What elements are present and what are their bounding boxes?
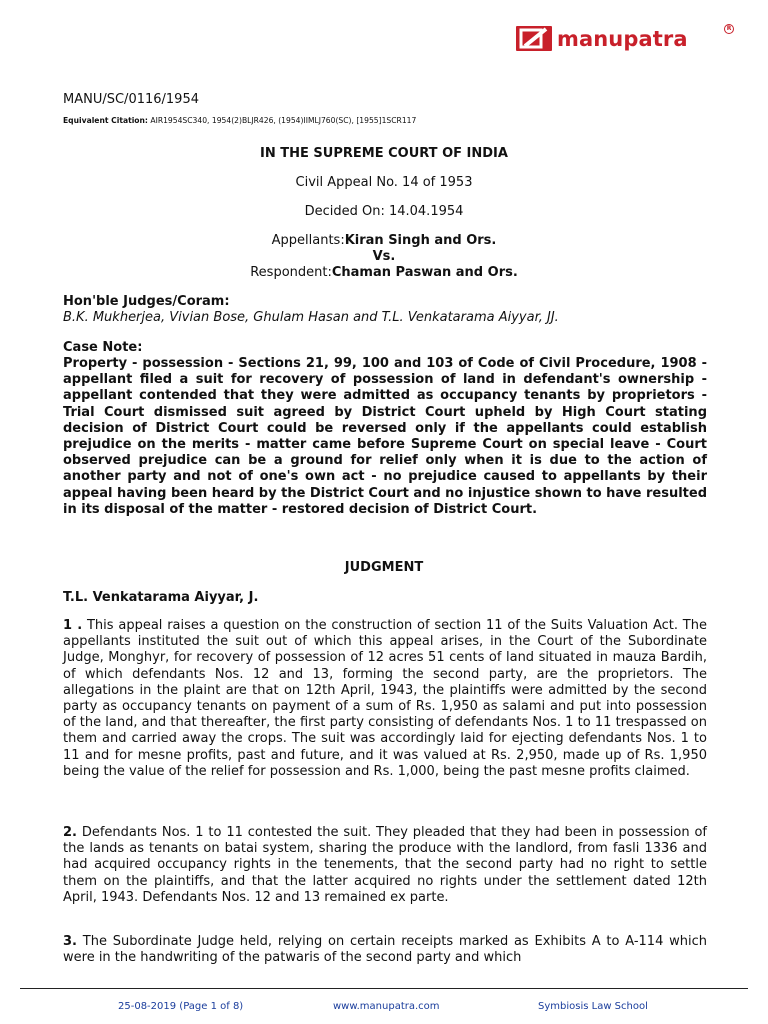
equivalent-citation [63,116,416,125]
case-note-text: Property - possession - Sections 21, 99, 100 and 103 of Code of Civil Procedure, 1908 - appellant filed a suit for recovery of possession of land in defendant's ownership - appellant contended that they were admitted as occupancy tenants by proprietors - Trial Court dismissed suit agreed by District Court upheld by High Court stating decision of District Court could be reversed only if the appellants could establish prejudice on the merits - matter came before Supreme Court on special leave - Court observed prejudice can be a ground for relief only when it is due to the action of another party and not of one's own act - no prejudice caused to appellants by their appeal having been heard by the District Court and no injustice shown to have resulted in its disposal of the matter - restored decision of District Court. [63,356,708,517]
paragraph-1 [63,618,707,780]
paragraph-number: 1 . [63,618,83,633]
appellants-label: Appellants: [271,233,345,248]
equivalent-citation-value: AIR1954SC340, 1954(2)BLJR426, (1954)IIMLJ760(SC), [1955]1SCR117 [147,116,417,125]
respondent-label: Respondent: [250,265,332,280]
respondent-names: Chaman Paswan and Ors. [331,265,518,280]
paragraph-text: Defendants Nos. 1 to 11 contested the suit. They pleaded that they had been in possession of the lands as tenants on batai system, sharing the produce with the landlord, from fasli 1336 and had acquired occupancy rights in the tenements, that the second party had no right to settle them on the plaintiffs, and that the latter acquired no rights under the settlement dated 12th April, 1943. Defendants Nos. 12 and 13 remained ex parte. [63,825,707,905]
case-note-heading: Case Note: [63,340,143,355]
paragraph-number: 2. [63,825,77,840]
logo-text: manupatra [557,26,688,51]
respondent-line [0,265,768,280]
paragraph-text: This appeal raises a question on the construction of section 11 of the Suits Valuation Act. The appellants instituted the suit out of which this appeal arises, in the Court of the Subordinate Judge, Monghyr, for recovery of possession of 12 acres 51 cents of land situated in mauza Bardih, of which defendants Nos. 12 and 13, forming the second party, are the proprietors. The allegations in the plaint are that on 12th April, 1943, the plaintiffs were admitted by the second party as occupancy tenants on payment of a sum of Rs. 1,950 as salami and put into possession of the land, and that thereafter, the first party consisting of defendants Nos. 1 to 11 trespassed on them and carried away the crops. The suit was accordingly laid for ejecting defendants Nos. 1 to 11 and for mesne profits, past and future, and it was valued at Rs. 2,950, made up of Rs. 1,950 being the value of the relief for possession and Rs. 1,000, being the past mesne profits claimed. [63,618,707,779]
versus: Vs. [372,249,396,264]
manu-citation: MANU/SC/0116/1954 [63,92,199,107]
appellants-line [0,233,768,248]
paragraph-2 [63,825,707,906]
footer-institution: Symbiosis Law School [538,1001,648,1012]
judgment-heading: JUDGMENT [344,560,424,575]
manupatra-logo-icon [516,26,552,51]
footer-website-link[interactable]: www.manupatra.com [333,1001,440,1012]
judges-heading: Hon'ble Judges/Coram: [63,294,230,309]
equivalent-citation-label: Equivalent Citation: [63,116,148,125]
judgment-author: T.L. Venkatarama Aiyyar, J. [63,590,259,605]
footer-divider [20,988,748,989]
court-name: IN THE SUPREME COURT OF INDIA [260,146,508,161]
paragraph-number: 3. [63,934,77,949]
appeal-number: Civil Appeal No. 14 of 1953 [295,175,473,190]
appellants-names: Kiran Singh and Ors. [344,233,497,248]
footer-date-page: 25-08-2019 (Page 1 of 8) [118,1001,244,1012]
judges-names: B.K. Mukherjea, Vivian Bose, Ghulam Hasan and T.L. Venkatarama Aiyyar, JJ. [63,310,559,325]
manupatra-logo [516,25,732,51]
paragraph-3 [63,934,707,966]
decided-date: Decided On: 14.04.1954 [304,204,464,219]
paragraph-text: The Subordinate Judge held, relying on certain receipts marked as Exhibits A to A-114 which were in the handwriting of the patwaris of the second party and which [63,934,707,966]
registered-mark-icon: R [724,24,734,34]
